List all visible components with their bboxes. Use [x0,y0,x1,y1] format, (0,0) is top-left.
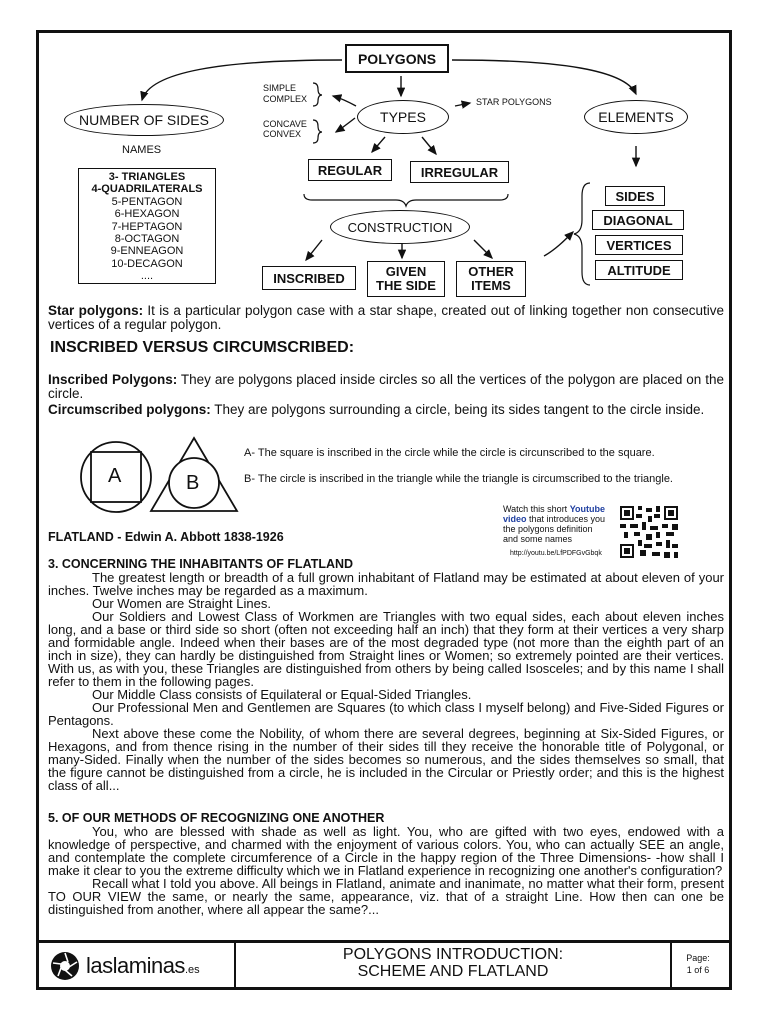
names-item: 3- TRIANGLES [108,171,186,183]
names-item: 6-HEXAGON [114,208,180,221]
figure-caption-a: A- The square is inscribed in the circle while the circle is circunscribed to the square. [244,447,655,459]
section3-paragraph: Our Middle Class consists of Equilateral or Equal-Sided Triangles. [92,687,472,702]
figure-caption-b: B- The circle is inscribed in the triangle while the triangle is circumscribed to the triangle. [244,473,673,485]
arrow-to-number-of-sides [142,60,342,100]
names-item: 10-DECAGON [111,257,183,270]
names-list [78,168,216,284]
element-vertices-box: VERTICES [595,235,683,255]
video-note: Watch this short Youtube video that introduces you the polygons definition and some names [503,504,606,544]
section3-title: 3. CONCERNING THE INHABITANTS OF FLATLAND [48,557,354,571]
star-polygons-definition: Star polygons: It is a particular polygon case with a star shape, created out of linking together non consecutive vertices of a regular polygon. [48,303,724,332]
footer-divider [39,940,729,943]
arrow-to-inscribed [306,240,322,260]
section3-body [48,571,724,792]
polygons-root-box: POLYGONS [345,44,449,73]
inscribed-heading: INSCRIBED VERSUS CIRCUMSCRIBED: [50,339,355,356]
arrow-to-simple-complex [333,96,356,106]
regular-box: REGULAR [308,159,392,181]
star-polygons-label: STAR POLYGONS [476,97,552,107]
names-item: .... [140,270,154,283]
construction-oval: CONSTRUCTION [330,210,470,244]
page-indicator: Page: 1 of 6 [686,953,710,975]
section5-paragraph: You, who are blessed with shade as well as light. You, who are gifted with two eyes, endowed with a knowledge of perspective, and charmed with the enjoyment of various colors. You, who can actually SEE an angle, and contemplate the complete circumference of a Circle in the happy region of the Three Dimensions- -how shall I make it clear to you the extreme difficulty which we in Flatland experience in recognizing one another's configuration? [48,824,724,878]
brace-simple-complex [313,83,322,106]
element-altitude-box: ALTITUDE [595,260,683,280]
names-item: 7-HEPTAGON [111,220,183,233]
names-item: 5-PENTAGON [111,195,183,208]
names-item: 9-ENNEAGON [110,245,184,258]
section3-paragraph: Our Professional Men and Gentlemen are Squares (to which class I myself belong) and Five-Sided Figures or Pentagons. [48,700,724,728]
arrow-to-elements-brace [544,232,573,256]
youtube-link[interactable]: Youtube [569,504,606,514]
simple-label: SIMPLE [263,83,297,93]
arrow-to-elements [452,60,636,94]
figure-a-label: A [108,465,122,487]
given-the-side-box: GIVEN THE SIDE [367,261,445,297]
flatland-title: FLATLAND - Edwin A. Abbott 1838-1926 [48,530,284,544]
complex-label: COMPLEX [263,94,308,104]
brace-concave-convex [313,120,322,143]
element-diagonal-box: DIAGONAL [592,210,684,230]
inscribed-definition: Inscribed Polygons: They are polygons placed inside circles so all the vertices of the polygon are placed on the circle. [48,372,724,401]
inscribed-box: INSCRIBED [262,266,356,290]
brace-elements-list [574,183,590,285]
element-sides-box: SIDES [605,186,665,206]
section5-paragraph: Recall what I told you above. All beings in Flatland, animate and inanimate, no matter what their form, present TO OUR VIEW the same, or nearly the same, appearance, viz. that of a straight Line. How then can one be distinguished from another, where all appear the same?... [48,876,724,917]
video-link[interactable]: video [503,514,527,524]
arrow-to-star-polygons [455,103,470,106]
section5-body [48,825,724,916]
number-of-sides-oval: NUMBER OF SIDES [64,104,224,136]
arrow-to-irregular [422,137,436,154]
footer-title: POLYGONS INTRODUCTION: SCHEME AND FLATLAND [342,946,564,980]
arrow-to-regular [372,137,385,152]
section3-paragraph: The greatest length or breadth of a full grown inhabitant of Flatland may be estimated at about eleven of your inches. Twelve inches may be regarded as a maximum. [48,570,724,598]
circumscribed-definition: Circumscribed polygons: They are polygons surrounding a circle, being its sides tangent to the circle inside. [48,402,705,417]
video-url[interactable]: http://youtu.be/LfPDFGvGbqk [510,550,602,557]
irregular-box: IRREGULAR [410,161,509,183]
brace-regular-irregular [304,194,508,206]
types-oval: TYPES [357,100,449,134]
aperture-logo-icon [50,951,80,981]
qr-code-icon[interactable] [620,506,678,558]
names-item: 4-QUADRILATERALS [91,183,203,196]
section3-paragraph: Our Soldiers and Lowest Class of Workmen are Triangles with two equal sides, each about eleven inches long, and a base or third side so short (often not exceeding half an inch) that they form at their vertices a very sharp and formidable angle. Indeed when their bases are of the most degraded type (not more than the eighth part of an inch in size), they can hardly be distinguished from Straight lines or Women; so extremely pointed are their vertices. With us, as with you, these Triangles are distinguished from others by being called Isosceles; and by this name I shall refer to them in the following pages. [48,609,724,689]
section3-paragraph: Next above these come the Nobility, of whom there are several degrees, beginning at Six-Sided Figures, or Hexagons, and from thence rising in the number of their sides till they receive the honorable title of Polygonal, or many-Sided. Finally when the number of the sides becomes so numerous, and the sides themselves so small, that the figure cannot be distinguished from a circle, he is included in the Circular or Priestly order; and this is the highest class of all... [48,726,724,793]
laslaminas-logo[interactable]: laslaminas .es [50,950,200,982]
names-label: NAMES [122,144,162,156]
concave-label: CONCAVE [263,119,307,129]
arrow-to-concave-convex [336,118,355,132]
figure-b-label: B [186,472,200,494]
section3-paragraph: Our Women are Straight Lines. [92,596,271,611]
section5-title: 5. OF OUR METHODS OF RECOGNIZING ONE ANOTHER [48,811,385,825]
arrow-to-other-items [474,240,492,258]
elements-oval: ELEMENTS [584,100,688,134]
other-items-box: OTHER ITEMS [456,261,526,297]
convex-label: CONVEX [263,129,302,139]
names-item: 8-OCTAGON [114,233,180,246]
